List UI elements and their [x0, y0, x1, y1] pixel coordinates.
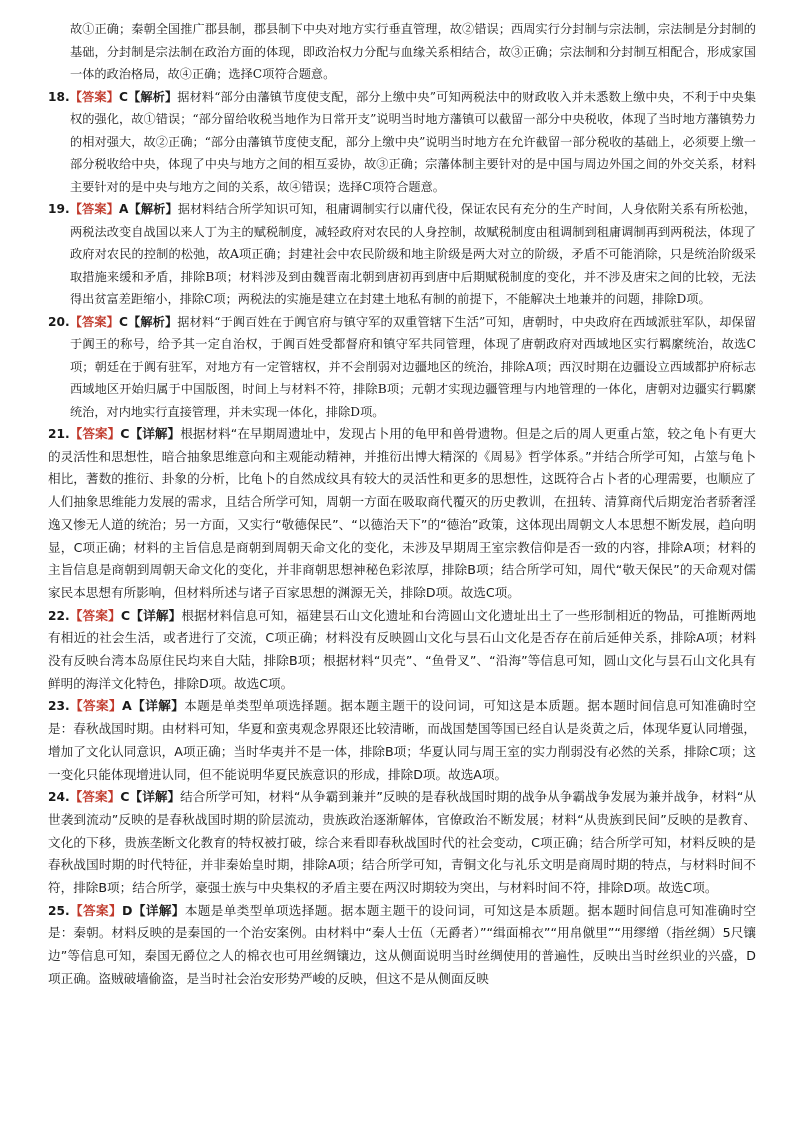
answer-letter: A [118, 202, 129, 216]
analysis-text: 根据材料“在早期周遗址中，发现占卜用的龟甲和兽骨遗物。但是之后的周人更重占筮，较之龟卜有更大的灵活性和思想性，暗合抽象思维意向和主观能动精神，并推衍出博大精深的《周易》哲学体系。”并结合所学可知，占筮与龟卜相比，蓍数的推衍、卦象的分析，比龟卜的自然成纹具有较大的灵活性和更多的思想性，这既符合占卜者的心理需要，也顺应了人们抽象思维能力发展的需求，且结合所学可知，周朝一方面在吸取商代覆灭的历史教训，在扭转、清算商代后期宠治者骄奢淫逸又惨无人道的统治；另一方面，又实行“敬德保民”、“以德治天下”的“德治”政策，这体现出周朝文人本思想不断发展，趋向明显，C项正确；材料的主旨信息是商朝到周朝天命文化的变化，未涉及早期周王室宗教信仰是否一致的内容，排除A项；材料的主旨信息是商朝到周朝天命文化的变化，并非商朝思想神秘色彩浓厚，排除B项；结合所学可知，周代“敬天保民”的天命观对儒家民本思想有所影响，但材料所述与诸子百家思想的渊源无关，排除D项。故选C项。 [48, 426, 757, 600]
analysis-label: 【解析】 [127, 89, 178, 104]
analysis-label: 【详解】 [130, 607, 182, 623]
analysis-text: 根据材料信息可知，福建昙石山文化遗址和台湾圆山文化遗址出土了一些形制相近的物品，可推断两地有相近的社会生活，或者进行了交流，C项正确；材料没有反映圆山文化与昙石山文化是否存在前后延伸关系，排除A项；材料没有反映台湾本岛原住民均来自大陆，排除B项；根据材料“贝壳”、“鱼骨叉”、“沿海”等信息可知，圆山文化与昙石山文化具有鲜明的海洋文化特色，排除D项。故选C项。 [48, 607, 757, 691]
answer-letter: C [120, 607, 131, 623]
answer-bracket-open: 【 [69, 607, 83, 623]
analysis-label: 【详解】 [129, 789, 181, 805]
answer-bracket-open: 【 [69, 202, 83, 216]
answer-item-20 [48, 311, 756, 424]
answer-label: 答案 [82, 426, 108, 441]
answer-item-24 [48, 786, 756, 900]
item-number: 23. [48, 699, 70, 714]
answer-label: 答案 [82, 89, 107, 104]
answer-letter: D [121, 902, 133, 918]
answer-bracket-open: 【 [69, 314, 83, 329]
answer-label: 答案 [82, 314, 107, 329]
item-number: 20. [48, 314, 70, 329]
answer-letter: C [118, 314, 128, 329]
answer-letter: C [118, 89, 128, 104]
item-number: 21. [48, 427, 70, 441]
answer-item-21 [48, 423, 756, 605]
answer-bracket-open: 【 [69, 89, 83, 104]
answer-bracket-open: 【 [69, 789, 83, 805]
answer-bracket-close: 】 [108, 902, 122, 918]
answer-bracket-close: 】 [109, 698, 123, 714]
analysis-label: 【解析】 [128, 202, 178, 216]
analysis-text: 本题是单类型单项选择题。据本题主题干的设问词，可知这是本质题。据本题时间信息可知准确时空是：春秋战国时期。由材料可知，华夏和蛮夷观念界限还比较清晰，而战国楚国等国已经自认是炎黄之后，体现华夏认同增强，增加了文化认同意识，A项正确；当时华夷并不是一体，排除B项；华夏认同与周王室的实力削弱没有必然的关系，排除C项；这一变化只能体现增进认同，但不能说明华夏民族意识的形成，排除D项。故选A项。 [48, 698, 757, 782]
answer-item-25 [48, 900, 756, 991]
answer-bracket-open: 【 [69, 698, 84, 714]
answer-item-22 [48, 605, 756, 696]
analysis-text: 据材料“于阗百姓在于阗官府与镇守军的双重管辖下生活”可知，唐朝时，中央政府在西域派驻军队，却保留于阗王的称号，给予其一定自治权，于阗百姓受都督府和镇守军共同管理，体现了唐朝政府对西域地区实行羁縻统治，故选C项；朝廷在于阗有驻军，对地方有一定管辖权，并不会削弱对边疆地区的统治，排除A项；西汉时期在边疆设立西域都护府标志西域地区开始归属于中国版图，时间上与材料不符，排除B项；元朝才实现边疆管理与内地管理的一体化，唐朝对边疆实行羁縻统治，对内地实行直接管理，并未实现一体化，排除D项。 [70, 314, 757, 419]
answer-bracket-close: 】 [108, 607, 121, 623]
analysis-label: 【详解】 [132, 902, 185, 918]
analysis-label: 【详解】 [129, 426, 181, 441]
analysis-text: 本题是单类型单项选择题。据本题主题干的设问词，可知这是本质题。据本题时间信息可知准确时空是：秦朝。材料反映的是秦国的一个治安案例。由材料中“秦人士伍（无爵者）”“缉面棉衣”“用帛僦里”“用缪缯（指丝绸）5尺镶边”等信息可知，秦国无爵位之人的棉衣也可用丝绸镶边，这从侧面说明当时丝绸使用的普遍性，反映出当时丝织业的兴盛，D项正确。盗贼破墙偷盗，是当时社会治安形势严峻的反映，但这不是从侧面反映 [48, 902, 757, 986]
answer-item-19 [48, 198, 756, 311]
item-number: 19. [48, 202, 70, 216]
answer-label: 答案 [82, 607, 109, 623]
item-number: 22. [48, 608, 70, 623]
answer-item-23 [48, 695, 756, 786]
intro-text: 故①正确；秦朝全国推广郡县制，郡县制下中央对地方实行垂直管理，故②错误；西周实行分封制与宗法制，宗法制是分封制的基础，分封制是宗法制在政治方面的体现，即政治权力分配与血缘关系相结合，故③正确；宗法制和分封制互相配合，形成家国一体的政治格局，故④正确；选择C项符合题意。 [70, 22, 756, 81]
answer-bracket-open: 【 [69, 426, 83, 441]
answer-bracket-open: 【 [69, 902, 83, 918]
answer-bracket-close: 】 [106, 89, 119, 104]
answer-letter: C [120, 789, 130, 805]
item-number: 18. [48, 89, 70, 104]
answer-page [48, 18, 756, 991]
answer-bracket-close: 】 [106, 202, 119, 216]
answer-letter: A [122, 698, 132, 714]
answer-label: 答案 [82, 202, 107, 216]
analysis-label: 【详解】 [131, 698, 185, 714]
analysis-label: 【解析】 [127, 314, 178, 329]
analysis-text: 据材料结合所学知识可知，租庸调制实行以庸代役，保证农民有充分的生产时间，人身依附关系有所松弛，两税法改变自战国以来人丁为主的赋税制度，减轻政府对农民的人身控制，故赋税制度由租调制到租庸调制再到两税法，体现了政府对农民的控制的松弛，故A项正确；封建社会中农民阶级和地主阶级是两大对立的阶级，矛盾不可能消除，只是统治阶级采取措施来缓和矛盾，排除B项；材料涉及到由魏晋南北朝到唐初再到唐中后期赋税制度的变化，并不涉及唐宋之间的比较，无法得出贫富差距缩小，排除C项；两税法的实施是建立在封建土地私有制的前提下，不能解决土地兼并的问题，排除D项。 [70, 202, 757, 306]
analysis-text: 结合所学可知，材料“从争霸到兼并”反映的是春秋战国时期的战争从争霸战争发展为兼并战争，材料“从世袭到流动”反映的是春秋战国时期的阶层流动，贵族政治逐渐解体，官僚政治不断发展；材料“从贵族到民间”反映的是教育、文化的下移，贵族垄断文化教育的特权被打破，综合来看即春秋战国时代的社会变动，C项正确；结合所学可知，材料反映的是春秋战国时期的时代特征，并非秦始皇时期，排除A项；结合所学可知，青铜文化与礼乐文明是商周时期的特点，与材料时间不符，排除B项；结合所学，豪强士族与中央集权的矛盾主要在两汉时期较为突出，与材料时间不符，排除D项。故选C项。 [48, 789, 757, 896]
item-number: 24. [48, 790, 70, 805]
answer-bracket-close: 】 [107, 789, 121, 805]
intro-paragraph [48, 18, 756, 86]
answer-label: 答案 [82, 902, 109, 918]
item-number: 25. [48, 903, 70, 918]
answer-label: 答案 [82, 789, 108, 805]
answer-item-18 [48, 86, 756, 199]
answer-bracket-close: 】 [107, 426, 121, 441]
answer-bracket-close: 】 [106, 314, 119, 329]
analysis-text: 据材料“部分由藩镇节度使支配，部分上缴中央”可知两税法中的财政收入并未悉数上缴中央，不利于中央集权的强化，故①错误；“部分留给收税当地作为日常开支”说明当时地方藩镇可以截留一部分中央税收，体现了当时地方藩镇势力的相对强大，故②正确；“部分由藩镇节度使支配，部分上缴中央”说明当时地方在允许截留一部分税收的基础上，必须要上缴一部分税收给中央，体现了中央与地方之间的相互妥协，故③正确；宗藩体制主要针对的是中国与周边外国之间的外交关系，材料主要针对的是中央与地方之间的关系，故④错误；选择C项符合题意。 [70, 89, 757, 194]
answer-label: 答案 [83, 698, 110, 714]
answer-letter: C [120, 426, 130, 441]
